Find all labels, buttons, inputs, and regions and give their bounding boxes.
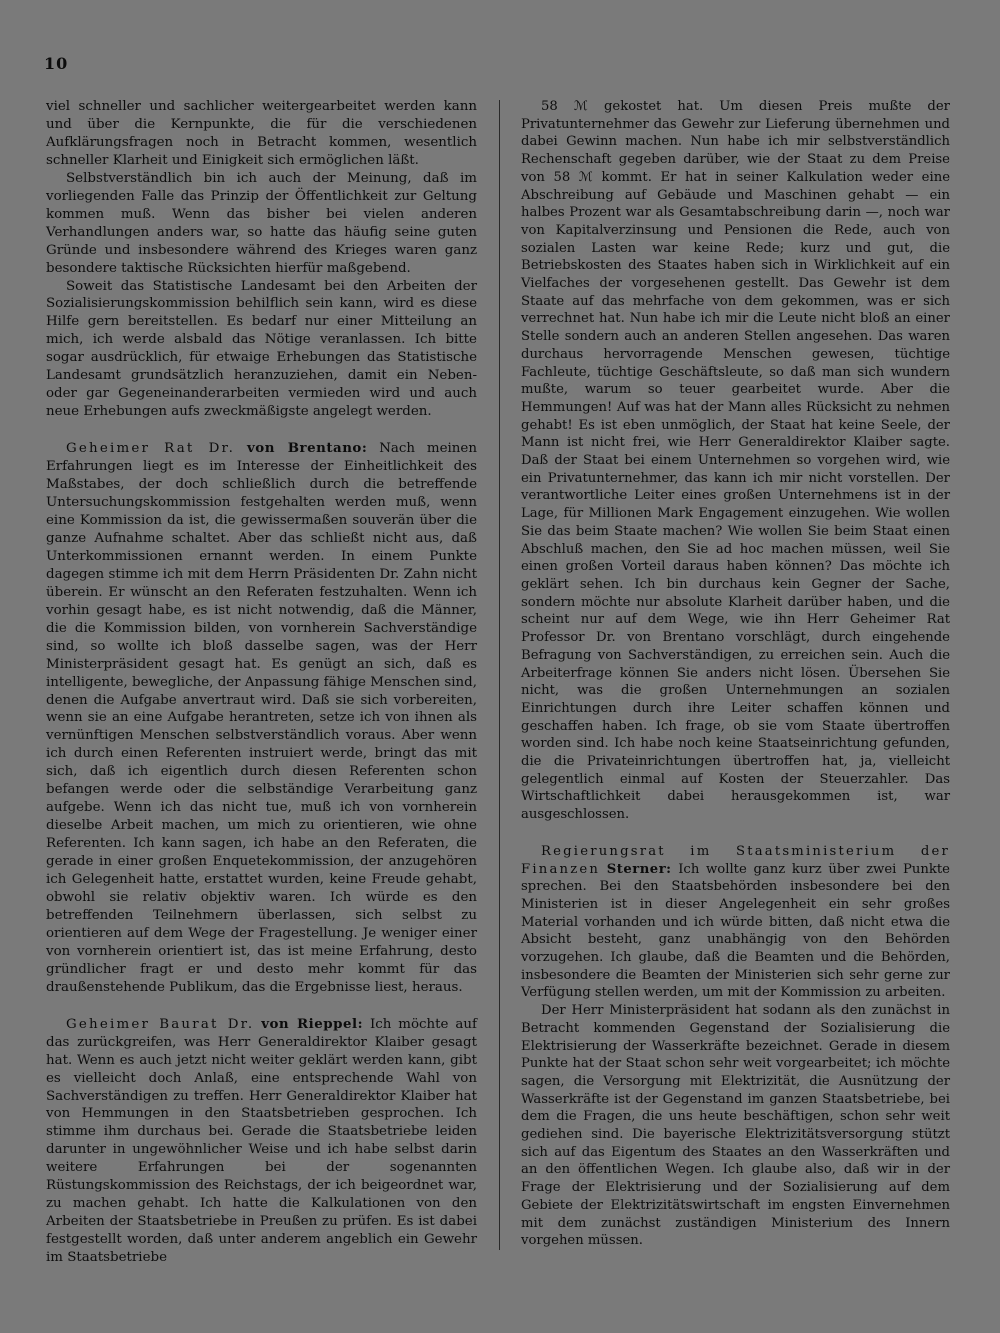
speaker-name: Sterner: [606,861,672,877]
speech-text: Ich möchte auf das zurückgreifen, was Herr Generaldirektor Klaiber gesagt hat. Wenn es auch jetzt nicht weiter geklärt werden kann, gibt es vielleicht doch Anlaß, eine entsprechende Wahl von Sachverständigen zu treffen. Herr Generaldirektor Klaiber hat von Hemmungen in den Staatsbetrieben gesprochen. Ich stimme ihm durchaus bei. Gerade die Staatsbetriebe leiden darunter in ungewöhnlicher Weise und ich habe selbst darin weitere Erfahrungen bei der sogenannten Rüstungskommission des Reichstags, der ich beigeordnet war, zu machen gehabt. Ich hatte die Kalkulationen von den Arbeiten der Staatsbetriebe in Preußen zu prüfen. Es ist dabei festgestellt worden, daß unter anderem angeblich ein Gewehr im Staatsbetriebe [46,1016,477,1266]
speaker-title: Geheimer Rat Dr. [66,441,236,457]
speaker-title: Regierungsrat im Staatsministerium der Finanzen [521,843,950,877]
paragraph: viel schneller und sachlicher weitergearbeitet werden kann und über die Kernpunkte, die für die verschiedenen Aufklärungsfragen noch in Betracht kommen, wesentlich schneller Klarheit und Einigkeit sich ermöglichen läßt. [46,99,477,168]
paragraph: Der Herr Ministerpräsident hat sodann als den zunächst in Betracht kommenden Gegenstand der Sozialisierung die Elektrisierung der Wasserkräfte bezeichnet. Gerade in diesem Punkte hat der Staat schon sehr weit vorgearbeitet; ich möchte sagen, die Versorgung mit Elektrizität, die Ausnützung der Wasserkräfte ist der Gegenstand im ganzen Staatsbetriebe, bei dem die Fragen, die uns heute beschäftigen, schon sehr weit gediehen sind. Die bayerische Elektrizitätsversorgung stützt sich auf das Eigentum des Staates an den Wasserkräften und an den öffentlichen Wegen. Ich glaube also, daß wir in der Frage der Elektrisierung und der Sozialisierung auf dem Gebiete der Elektrizitätswirtschaft im engsten Einvernehmen mit dem zunächst zuständigen Ministerium des Innern vorgehen müssen. [521,1003,950,1249]
speaker-paragraph-rieppel [46,1016,477,1267]
spacer [46,997,477,1016]
paragraph: 58 ℳ gekostet hat. Um diesen Preis mußte der Privatunternehmer das Gewehr zur Lieferung übernehmen und dabei Gewinn machen. Nun habe ich mir selbstverständlich Rechenschaft gegeben darüber, wie der Staat zu dem Preise von 58 ℳ kommt. Er hat in seiner Kalkulation weder eine Abschreibung auf Gebäude und Maschinen gehabt — ein halbes Prozent war als Gesamtabschreibung darin —, noch war von Kapitalverzinsung und Pensionen die Rede, auch von sozialen Lasten war keine Rede; kurz und gut, die Betriebskosten des Staates haben sich in Wirklichkeit auf ein Vielfaches der vorgesehenen gestellt. Das Gewehr ist dem Staate auf das mehrfache von dem gekommen, was er sich verrechnet hat. Nun habe ich mir die Leute nicht bloß an einer Stelle sondern auch an anderen Stellen angesehen. Das waren durchaus hervorragende Menschen gewesen, tüchtige Fachleute, tüchtige Geschäftsleute, so daß man sich wundern mußte, warum so teuer gearbeitet wurde. Aber die Hemmungen! Auf was hat der Mann alles Rücksicht zu nehmen gehabt! Es ist eben unmöglich, der Staat hat keine Seele, der Mann ist nicht frei, wie Herr Generaldirektor Klaiber sagte. Daß der Staat bei einem Unternehmen so vorgehen wird, wie ein Privatunternehmer, das kann ich mir nicht vorstellen. Der verantwortliche Leiter eines großen Unternehmens ist in der Lage, für Millionen Mark Engagement einzugehen. Wie wollen Sie das beim Staate machen? Wie wollen Sie beim Staat einen Abschluß machen, den Sie ad hoc machen müssen, weil Sie einen großen Vorteil daraus haben können? Das möchte ich geklärt sehen. Ich bin durchaus kein Gegner der Sache, sondern möchte nur absolute Klarheit darüber haben, und die scheint nur auf dem Wege, wie ihn Herr Geheimer Rat Professor Dr. von Brentano vorschlägt, durch eingehende Befragung von Sachverständigen, zu erreichen sein. Auch die Arbeiterfrage können Sie anders nicht lösen. Übersehen Sie nicht, was die großen Unternehmungen an sozialen Einrichtungen durch ihre Leiter schaffen können und geschaffen haben. Ich frage, ob sie vom Staate übertroffen worden sind. Ich habe noch keine Staatseinrichtung gefunden, die die Privateinrichtungen übertroffen hat, ja, vielleicht gelegentlich einmal auf Kosten der Steuerzahler. Das Wirtschaftlichkeit dabei herausgekommen ist, war ausgeschlossen. [521,99,950,823]
right-column [521,98,950,1250]
left-column [46,98,477,1267]
speech-text: Nach meinen Erfahrungen liegt es im Interesse der Einheitlichkeit des Maßstabes, der doch schließlich durch die betreffende Untersuchungskommission festgehalten werden muß, wenn eine Kommission da ist, die gewissermaßen souverän über die ganze Aufnahme schaltet. Aber das schließt nicht aus, daß Unterkommissionen ernannt werden. In einem Punkte dagegen stimme ich mit dem Herrn Präsidenten Dr. Zahn nicht überein. Er wünscht an den Referaten festzuhalten. Wenn ich vorhin gesagt habe, es ist nicht notwendig, daß die Männer, die die Kommission bilden, von vornherein Sachverständige sind, so wollte ich bloß dasselbe sagen, was der Herr Ministerpräsident gesagt hat. Es genügt an sich, daß es intelligente, bewegliche, der Anpassung fähige Menschen sind, denen die Aufgabe anvertraut wird. Daß sie sich vorbereiten, wenn sie an eine Aufgabe herantreten, setze ich von ihnen als vernünftigen Menschen selbstverständlich voraus. Aber wenn ich durch einen Referenten instruiert werde, bringt das mit sich, daß ich eigentlich durch diesen Referenten schon befangen werde oder die selbständige Verarbeitung ganz aufgebe. Wenn ich das nicht tue, muß ich von vornherein dieselbe Arbeit machen, um mich zu orientieren, wie ohne Referenten. Ich kann sagen, ich habe an den Referaten, die gerade in einer großen Enquetekommission, der anzugehören ich Gelegenheit hatte, erstattet wurden, keine Freude gehabt, obwohl sie relativ objektiv waren. Ich würde es den betreffenden Teilnehmern überlassen, sich selbst zu orientieren auf dem Wege der Fragestellung. Je weniger einer von vornherein orientiert ist, das ist meine Erfahrung, desto gründlicher fragt er und desto mehr kommt für das draußenstehende Publikum, das die Ergebnisse liest, heraus. [46,441,477,995]
spacer [46,421,477,440]
paragraph: Selbstverständlich bin ich auch der Meinung, daß im vorliegenden Falle das Prinzip der Öffentlichkeit zur Geltung kommen muß. Wenn das bisher bei vielen anderen Verhandlungen anders war, so hatte das häufig seine guten Gründe und insbesondere während des Krieges waren ganz besondere taktische Rücksichten hierfür maßgebend. [46,170,477,276]
page-number: 10 [44,54,69,73]
speaker-paragraph-sterner [521,843,950,1002]
paragraph: Soweit das Statistische Landesamt bei den Arbeiten der Sozialisierungskommission behilflich sein kann, wird es diese Hilfe gern bereitstellen. Es bedarf nur einer Mitteilung an mich, ich werde alsbald das Nötige veranlassen. Ich bitte sogar ausdrücklich, für etwaige Erhebungen das Statistische Landesamt grundsätzlich heranzuziehen, damit ein Neben- oder gar Gegeneinanderarbeiten vermieden wird und auch neue Erhebungen aufs zweckmäßigste angelegt werden. [46,278,477,420]
spacer [521,824,950,843]
column-divider [499,100,500,1250]
speaker-name: von Brentano: [246,440,368,457]
speech-text: Ich wollte ganz kurz über zwei Punkte sprechen. Bei den Staatsbehörden insbesondere bei den Ministerien ist in dieser Angelegenheit ein sehr großes Material vorhanden und ich würde bitten, daß nicht etwa die Absicht besteht, ganz unabhängig von den Behörden vorzugehen. Ich glaube, daß die Beamten und die Behörden, insbesondere die Beamten der Ministerien sich sehr gerne zur Verfügung stellen werden, um mit der Kommission zu arbeiten. [521,861,950,1001]
speaker-title: Geheimer Baurat Dr. [66,1016,255,1032]
speaker-paragraph-brentano [46,440,477,997]
speaker-name: von Rieppel: [261,1015,364,1032]
